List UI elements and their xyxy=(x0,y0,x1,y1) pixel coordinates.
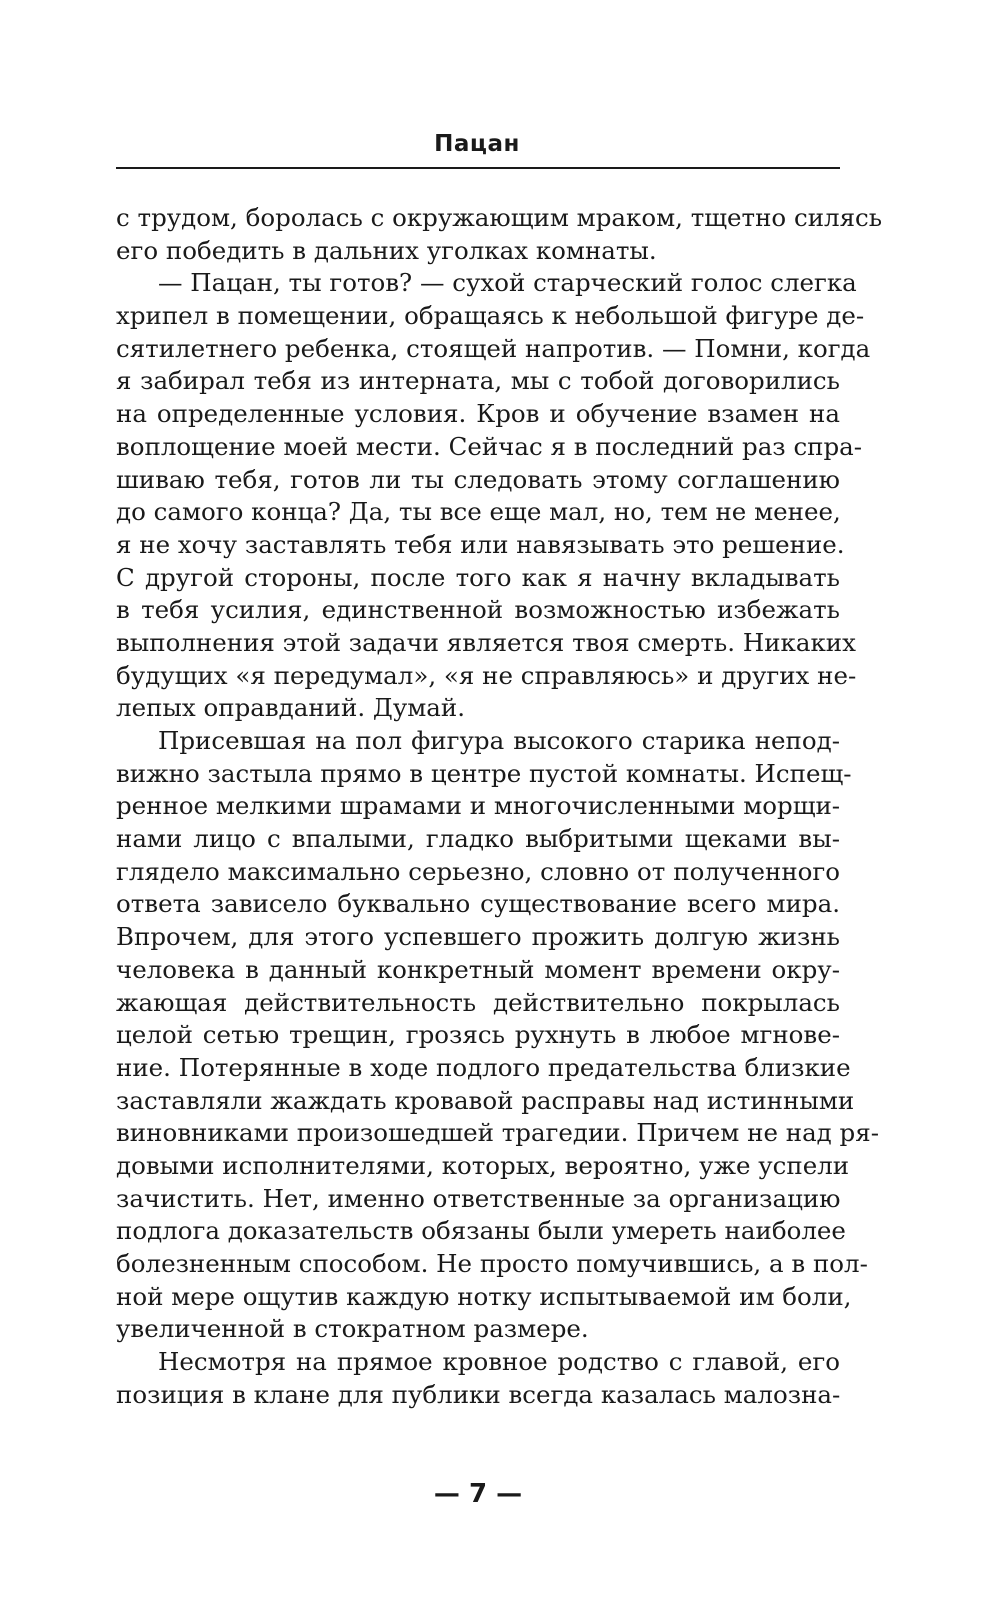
text-line: заставляли жаждать кровавой расправы над истинными xyxy=(116,1085,855,1115)
text-line: — Пацан, ты готов? — сухой старческий голос слегка xyxy=(158,268,857,298)
text-line: Несмотря на прямое кровное родство с главой, его xyxy=(158,1347,840,1377)
text-line: нами лицо с впалыми, гладко выбритыми щеками вы- xyxy=(116,824,840,854)
page-body-text xyxy=(116,202,883,1411)
text-line: ренное мелкими шрамами и многочисленными морщи- xyxy=(116,791,841,821)
text-line: вижно застыла прямо в центре пустой комнаты. Испещ- xyxy=(116,758,852,788)
text-line: на определенные условия. Кров и обучение взамен на xyxy=(116,399,840,429)
text-line: С другой стороны, после того как я начну вкладывать xyxy=(116,562,840,592)
text-line: виновниками произошедшей трагедии. Причем не над ря- xyxy=(116,1118,879,1148)
text-line: позиция в клане для публики всегда казалась малозна- xyxy=(116,1379,841,1409)
text-line: хрипел в помещении, обращаясь к небольшой фигуре де- xyxy=(116,301,865,331)
text-line: с трудом, боролась с окружающим мраком, тщетно силясь xyxy=(116,203,883,232)
text-line: ответа зависело буквально существование всего мира. xyxy=(116,889,840,919)
running-header-title: Пацан xyxy=(434,131,520,157)
text-line: подлога доказательств обязаны были умереть наиболее xyxy=(116,1216,846,1246)
text-line: увеличенной в стократном размере. xyxy=(116,1314,589,1344)
text-line: будущих «я передумал», «я не справляюсь» и других не- xyxy=(116,660,857,690)
text-line: ной мере ощутив каждую нотку испытываемой им боли, xyxy=(116,1281,852,1311)
text-line: шиваю тебя, готов ли ты следовать этому соглашению xyxy=(116,464,840,494)
text-line: человека в данный конкретный момент времени окру- xyxy=(116,954,840,984)
text-line: я забирал тебя из интерната, мы с тобой договорились xyxy=(116,366,840,396)
page-number: — 7 — xyxy=(433,1479,523,1509)
text-line: зачистить. Нет, именно ответственные за организацию xyxy=(116,1183,841,1213)
text-line: я не хочу заставлять тебя или навязывать это решение. xyxy=(116,529,845,559)
text-line: сятилетнего ребенка, стоящей напротив. — Помни, когда xyxy=(116,333,871,363)
text-line: Впрочем, для этого успевшего прожить долгую жизнь xyxy=(116,922,840,952)
text-line: ние. Потерянные в ходе подлого предательства близкие xyxy=(116,1052,851,1082)
text-line: в тебя усилия, единственной возможностью избежать xyxy=(116,595,840,625)
text-line: целой сетью трещин, грозясь рухнуть в любое мгнове- xyxy=(116,1020,840,1050)
text-line: жающая действительность действительно покрылась xyxy=(116,987,840,1017)
text-line: до самого конца? Да, ты все еще мал, но, тем не менее, xyxy=(116,497,841,527)
text-line: глядело максимально серьезно, словно от полученного xyxy=(116,856,840,886)
text-line: выполнения этой задачи является твоя смерть. Никаких xyxy=(116,627,856,657)
header-rule xyxy=(116,167,840,169)
text-line: довыми исполнителями, которых, вероятно, уже успели xyxy=(116,1150,850,1180)
text-line: воплощение моей мести. Сейчас я в последний раз спра- xyxy=(116,431,863,461)
text-line: лепых оправданий. Думай. xyxy=(116,693,466,723)
text-line: болезненным способом. Не просто помучившись, а в пол- xyxy=(116,1249,868,1278)
text-line: его победить в дальних уголках комнаты. xyxy=(116,235,657,265)
text-line: Присевшая на пол фигура высокого старика непод- xyxy=(158,726,840,755)
